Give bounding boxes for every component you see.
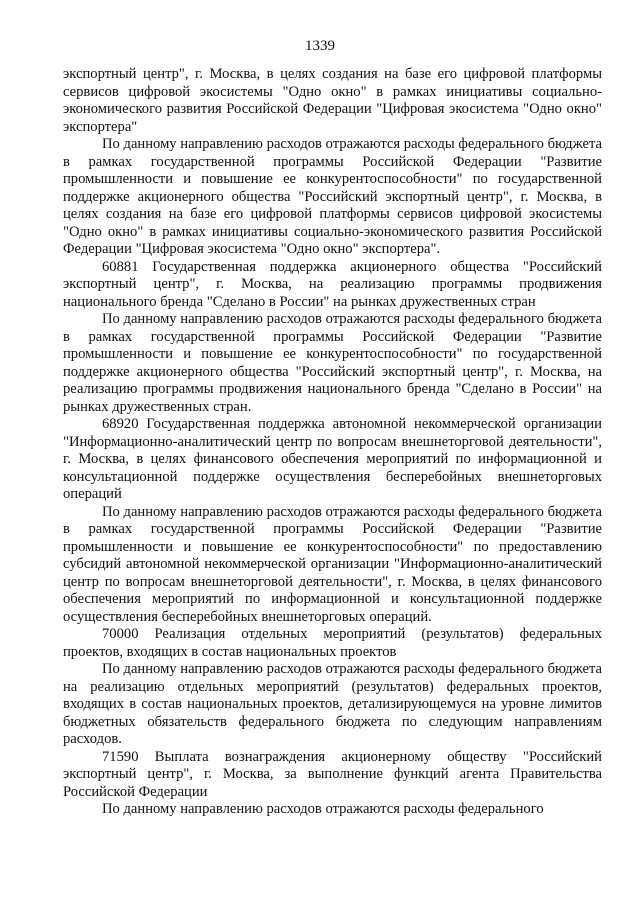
document-body xyxy=(63,66,602,819)
page-number: 1339 xyxy=(305,38,335,54)
paragraph: По данному направлению расходов отражаются расходы федерального xyxy=(102,801,544,817)
paragraph-code-68920: 68920 Государственная поддержка автономной некоммерческой организации "Информационно-аналитический центр по вопросам внешнеторговой деятельности", г. Москва, в целях финансового обеспечения мероприятий по информационной и консультационной поддержке осуществления бесперебойных внешнеторговых операций xyxy=(63,416,602,502)
paragraph: По данному направлению расходов отражаются расходы федерального бюджета на реализацию отдельных мероприятий (результатов) федеральных проектов, входящих в состав национальных проектов, детализирующемуся на уровне лимитов бюджетных обязательств федерального бюджета по следующим направлениям расходов. xyxy=(63,661,602,747)
paragraph-code-70000: 70000 Реализация отдельных мероприятий (результатов) федеральных проектов, входящих в состав национальных проектов xyxy=(63,626,602,660)
paragraph-code-60881: 60881 Государственная поддержка акционерного общества "Российский экспортный центр", г. Москва, на реализацию программы продвижения национального бренда "Сделано в России" на рынках дружественных стран xyxy=(63,258,602,310)
paragraph-code-71590: 71590 Выплата вознаграждения акционерному обществу "Российский экспортный центр", г. Москва, за выполнение функций агента Правительства Российской Федерации xyxy=(63,748,602,800)
paragraph: По данному направлению расходов отражаются расходы федерального бюджета в рамках государственной программы Российской Федерации "Развитие промышленности и повышение ее конкурентоспособности" по государственной поддержке акционерного общества "Российский экспортный центр", г. Москва, на реализацию программы продвижения национального бренда "Сделано в России" на рынках дружественных стран. xyxy=(63,311,602,415)
paragraph: экспортный центр", г. Москва, в целях создания на базе его цифровой платформы сервисов цифровой экосистемы "Одно окно" в рамках инициативы социально-экономического развития Российской Федерации "Цифровая экосистема "Одно окно" экспортера" xyxy=(63,66,602,135)
paragraph: По данному направлению расходов отражаются расходы федерального бюджета в рамках государственной программы Российской Федерации "Развитие промышленности и повышение ее конкурентоспособности" по государственной поддержке акционерного общества "Российский экспортный центр", г. Москва, в целях создания на базе его цифровой платформы сервисов цифровой экосистемы "Одно окно" в рамках инициативы социально-экономического развития Российской Федерации "Цифровая экосистема "Одно окно" экспортера". xyxy=(63,136,602,257)
paragraph: По данному направлению расходов отражаются расходы федерального бюджета в рамках государственной программы Российской Федерации "Развитие промышленности и повышение ее конкурентоспособности" по предоставлению субсидий автономной некоммерческой организации "Информационно-аналитический центр по вопросам внешнеторговой деятельности", г. Москва, в целях финансового обеспечения мероприятий по информационной и консультационной поддержке осуществления бесперебойных внешнеторговых операций. xyxy=(63,503,602,625)
